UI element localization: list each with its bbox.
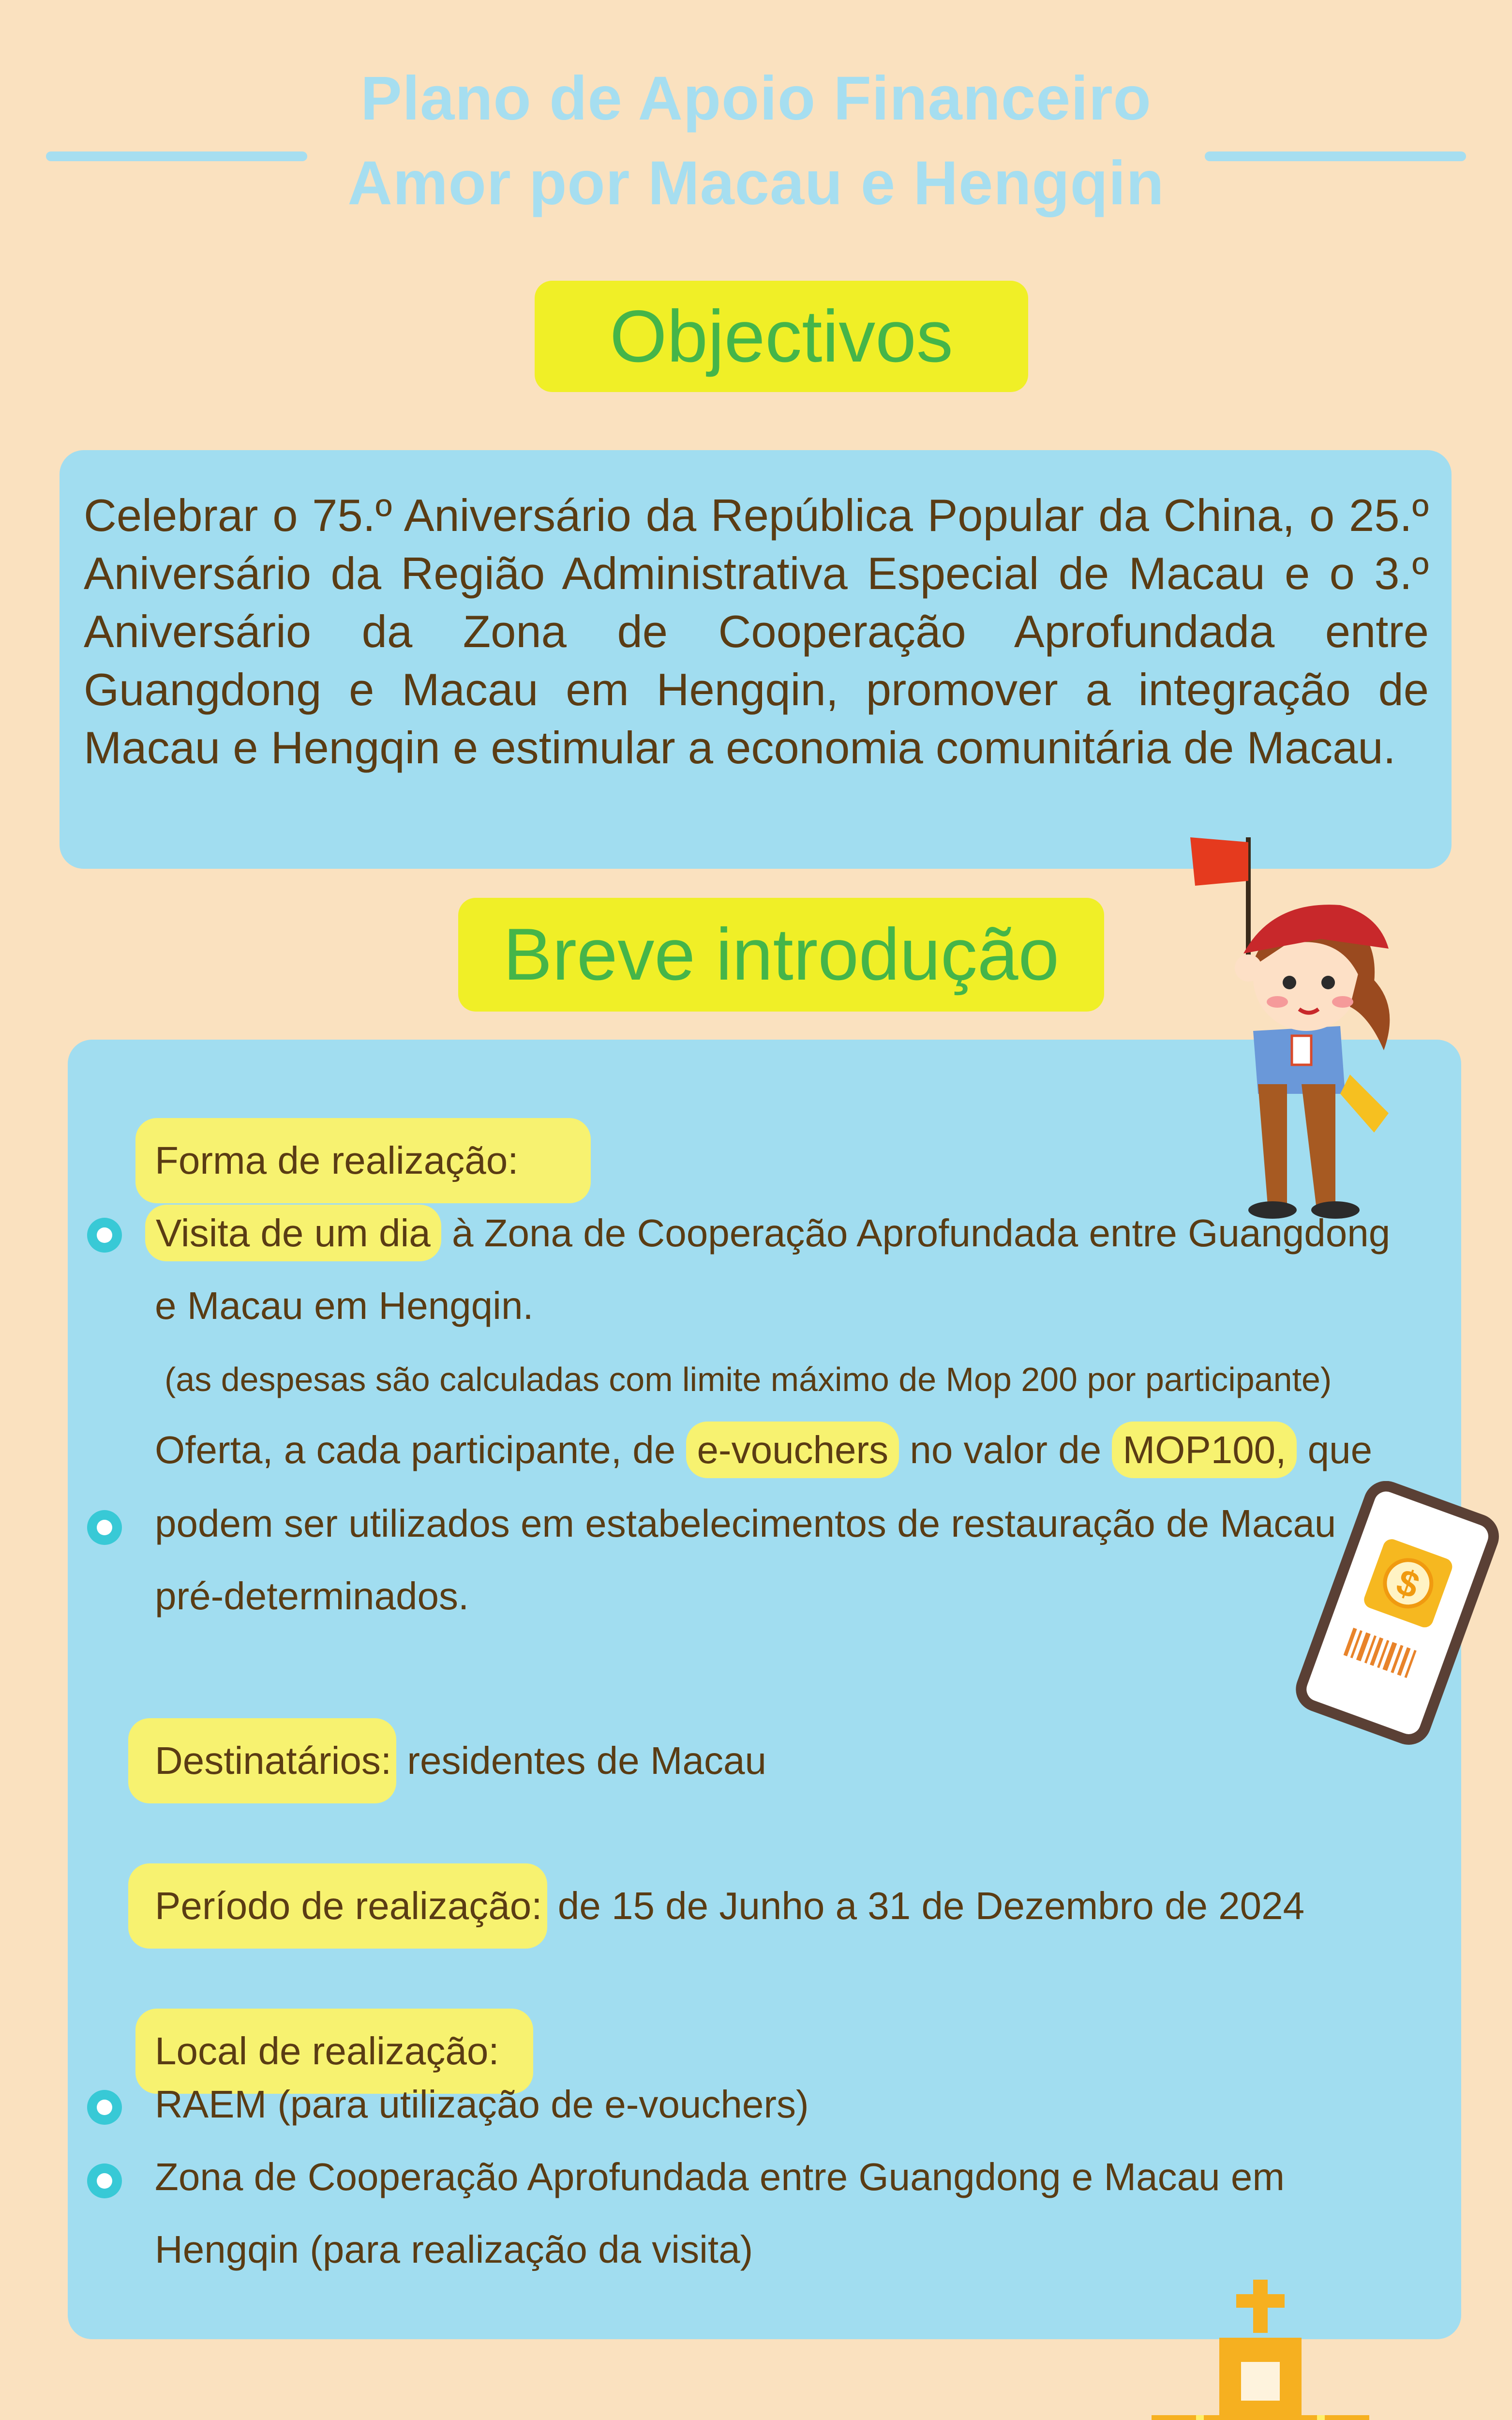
destinatarios-label: Destinatários: (128, 1718, 396, 1803)
page-title-line2: Amor por Macau e Hengqin (347, 149, 1165, 218)
periodo-label: Período de realização: (128, 1863, 547, 1949)
periodo-row (128, 1863, 1304, 1949)
objectives-text: Celebrar o 75.º Aniversário da República Popular da China, o 25.º Aniversário da Região Administrativa Especial de Macau e o 3.º Aniversário da Zona de Cooperação Aprofundada entre Guangdong e Macau em Hengqin, promover a integração de Macau e Hengqin e estimular a economia comunitária de Macau. (84, 490, 1429, 773)
item1-note: (as despesas são calculadas com limite máximo de Mop 200 por participante) (165, 1361, 1332, 1398)
bullet-icon (87, 1510, 122, 1545)
phone-voucher-icon (1287, 1481, 1500, 1752)
item2-text-b: no valor de (899, 1428, 1112, 1471)
destinatarios-value: residentes de Macau (396, 1739, 766, 1782)
local-item2-line2: Hengqin (para realização da visita) (155, 2228, 753, 2271)
periodo-value: de 15 de Junho a 31 de Dezembro de 2024 (547, 1884, 1305, 1927)
local-label: Local de realização: (135, 2009, 533, 2094)
objectives-heading-text: Objectivos (610, 295, 953, 378)
forma-label: Forma de realização: (135, 1118, 591, 1203)
intro-heading-text: Breve introdução (503, 913, 1060, 996)
item2-line3: pré-determinados. (155, 1574, 469, 1618)
item1-rest: à Zona de Cooperação Aprofundada entre Guangdong (441, 1211, 1391, 1255)
ruins-of-st-paul-illustration (1074, 2270, 1442, 2420)
objectives-panel (60, 450, 1452, 869)
item1-line1 (145, 1210, 1390, 1256)
item1-highlight: Visita de um dia (145, 1205, 441, 1261)
item2-line2: podem ser utilizados em estabelecimentos de restauração de Macau (155, 1502, 1336, 1545)
item2-highlight-vouchers: e-vouchers (686, 1422, 899, 1478)
item2-line1 (155, 1427, 1372, 1473)
bullet-icon (87, 1218, 122, 1253)
objectives-heading (535, 281, 1028, 392)
local-item1: RAEM (para utilização de e-vouchers) (155, 2083, 809, 2126)
local-item2-line1: Zona de Cooperação Aprofundada entre Guangdong e Macau em (155, 2155, 1285, 2198)
destinatarios-row (128, 1718, 766, 1803)
forma-label-row (135, 1118, 591, 1203)
page-title-line1: Plano de Apoio Financeiro (360, 64, 1152, 133)
item2-text-c: que (1297, 1428, 1373, 1471)
bullet-icon (87, 2163, 122, 2198)
item1-line2: e Macau em Hengqin. (155, 1284, 534, 1327)
intro-heading (458, 898, 1104, 1012)
bullet-icon (87, 2090, 122, 2125)
svg-text:$: $ (1391, 1561, 1425, 1607)
item2-highlight-amount: MOP100, (1112, 1422, 1297, 1478)
item2-text-a: Oferta, a cada participante, de (155, 1428, 687, 1471)
tour-guide-illustration (1176, 823, 1427, 1220)
hengqin-arch-illustration (803, 2401, 1287, 2420)
